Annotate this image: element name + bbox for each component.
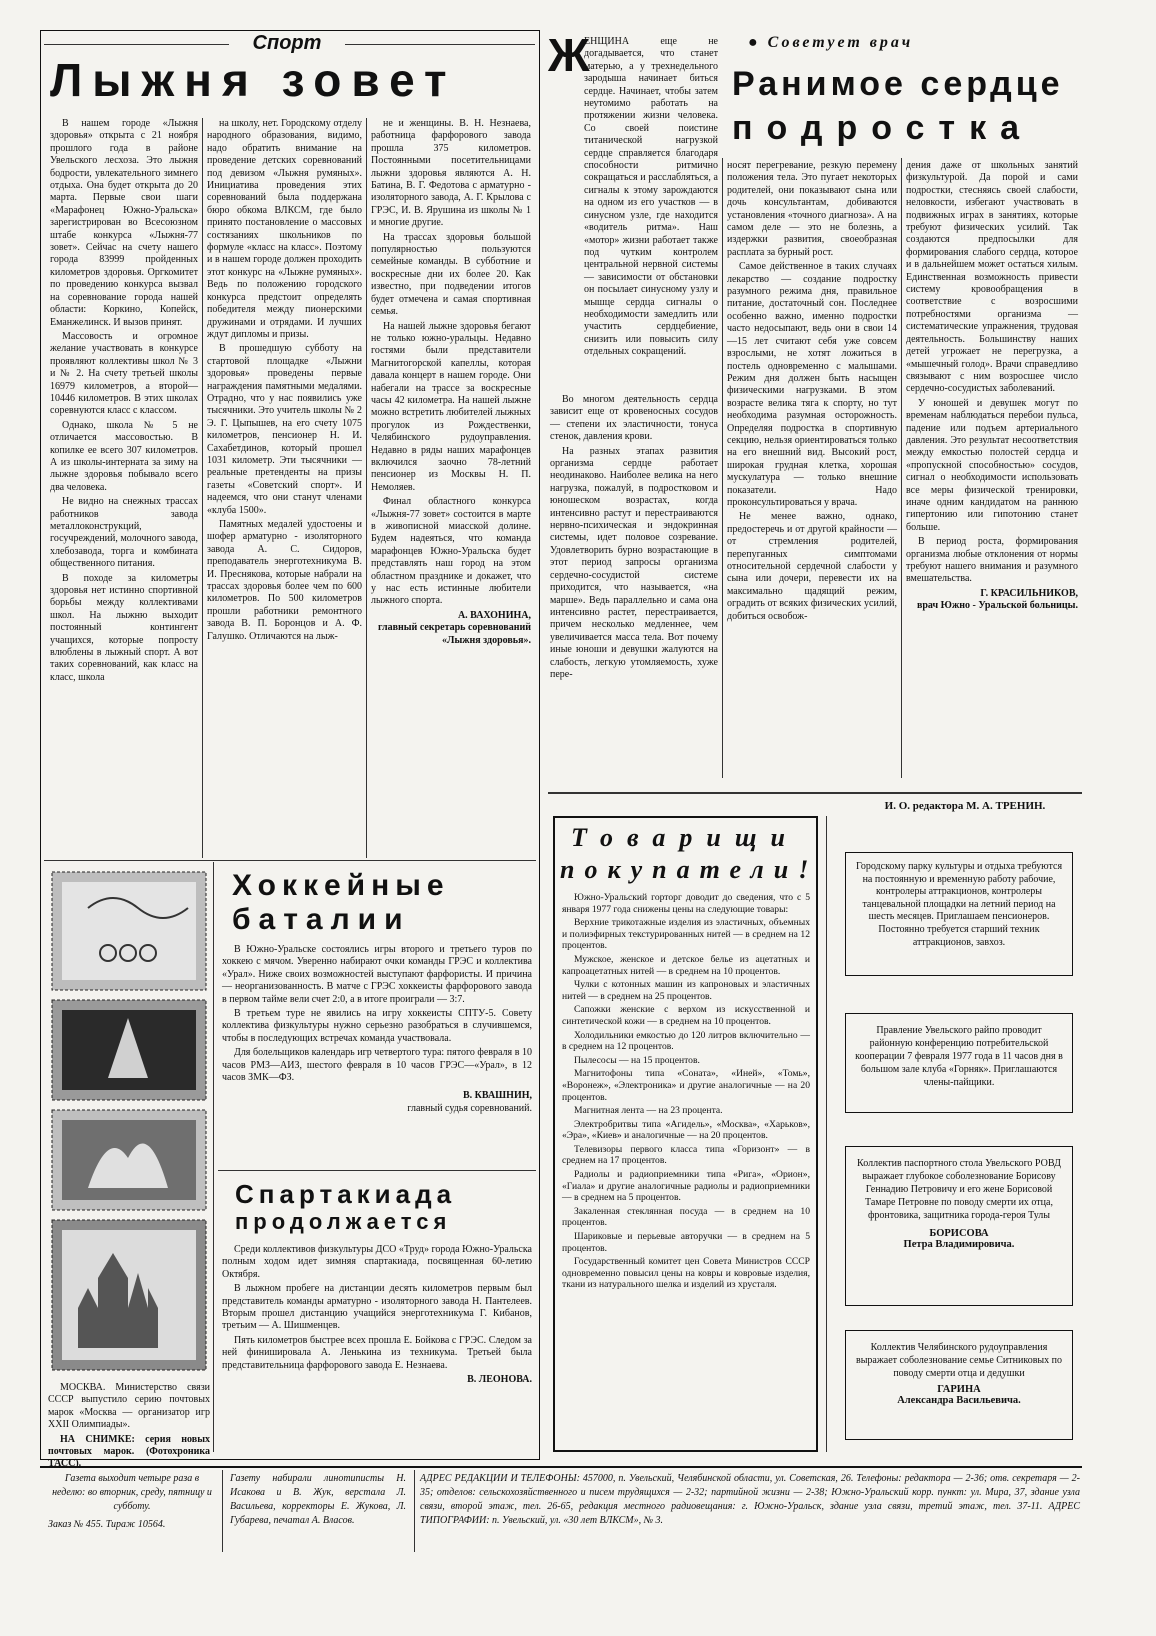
heart-col-divider-2: [901, 158, 902, 778]
stamp-caption-block: [48, 1382, 210, 1473]
sport-c1-p5: В походе за километры здоровья нет истинно спортивной борьбы между коллективами школ. На лыжню выходит постоянный контингент учащихся, которые попросту влюблены в лыжный спорт. А вот таких соревнований, как класс на класс, школа: [50, 572, 198, 683]
obit2-text: Коллектив Челябинского рудоуправления выражает соболезнование семье Ситниковых по поводу смерти отца и дедушки: [855, 1342, 1062, 1379]
ad-coop-text: Правление Увельского райпо проводит районную конференцию потребительской кооперации 7 февраля 1977 года в 11 часов дня в большом зале клуба «Горняк». Приглашаются члены-пайщики.: [855, 1025, 1063, 1088]
footer-top-rule: [40, 1466, 1082, 1468]
hockey-p3: Для болельщиков календарь игр четвертого тура: пятого февраля в 10 часов РМЗ—АИЗ, шестого февраля в 10 часов ГРЭС—«Урал», в 12 часов ЗМК—ФЗ.: [222, 1047, 532, 1084]
spartakiada-signature: В. ЛЕОНОВА.: [467, 1374, 532, 1386]
heart-c-p1: дения даже от школьных занятий физкультурой. Да порой и сами подростки, стесняясь своей слабости, неловкости, избегают участвовать в подвижных играх в занятиях, которые требуют физических усилий. Так создаются предпосылки для формирования слабого сердца, которое и в дальнейшем может остаться хилым. Единственная возможность привести систему кровообращения в соответствие с возросшими потребностями организма — систематические упражнения, трудовая деятельность. Большинству наших детей угрожает не перегрузка, а «мышечный голод». Врачи справедливо связывают с ним возросшее число сердечно-сосудистых заболеваний.: [906, 160, 1078, 395]
shoppers-title-2: покупатели!: [560, 855, 819, 884]
shoppers-title-1: Товарищи: [571, 823, 799, 852]
olympic-stamps-image: [48, 868, 210, 1378]
heart-b-p3: Не менее важно, однако, предостеречь и от другой крайности — от стремления родителей, перепуганных симптомами относительной сердечной слабости у сына или дочери, перевести их на максимально щадящий режим, оградить от всяких физических усилий, добиться освобож-: [727, 511, 897, 622]
heart-c-p2: У юношей и девушек могут по временам наблюдаться перебои пульса, падение или подъем артериального давления. Это результат несоответствия между емкостью полостей сердца и «пропускной способностью» сосудов, сигнал о необходимости использовать все меры физической тренировки, иначе одним кандидатом на раннюю гипертонию или гипотонию станет больше.: [906, 397, 1078, 533]
spartakiada-p3: Пять километров быстрее всех прошла Е. Бойкова с ГРЭС. Следом за ней финишировала А. Ленькина из техникума. Третьей была представительница фарфорового завода Е. Незнаева.: [222, 1334, 532, 1371]
rubric-rule-right: [345, 44, 535, 45]
heart-a-p2: На разных этапах развития организма сердце работает неодинаково. Наиболее велика на него нагрузка, пожалуй, в подростковом и юношеском возрастах, когда интенсивно растут и перестраиваются нервно-психическая и эндокринная системы, идет половое созревание. Удовлетворить бурно возрастающие в этот период запросы организма сердечно-сосудистой системе приходится, что называется, «на марше». Ведь параллельно и сама она интенсивно растет, перестраивается, причем несколько медленнее, чем увеличивается масса тела. Вот почему иные юноши и девушки жалуются на слабость, легкую утомляемость, хуже пере-: [550, 445, 718, 680]
sport-c3-p4: Финал областного конкурса «Лыжня-77 зовет» состоится в марте в живописной миасской долине. Будем надеяться, что команда марафонцев Южно-Уральска будет представлять наш город на этом областном празднике и докажет, что у нас есть истинные любители лыжного спорта.: [371, 496, 531, 607]
sport-c1-p4: Не видно на снежных трассах работников завода металлоконструкций, госучреждений, молочного завода, хлебозавода, торга и комбината общественного питания.: [50, 496, 198, 570]
obit1-box: [845, 1146, 1073, 1306]
heart-drop-cap: Ж: [548, 29, 590, 81]
sport-c1-p3: Однако, школа № 5 не отличается массовостью. В копилке ее всего 307 километров. А из школы-интерната за зиму на лыжне здоровья побывало всего два человека.: [50, 419, 198, 493]
heart-column-a: [550, 394, 718, 683]
ads-divider: [826, 816, 827, 1452]
stamp-note: НА СНИМКЕ: серия новых почтовых марок. (Фотохроника ТАСС).: [48, 1433, 210, 1470]
hockey-signature: В. КВАШНИН,: [463, 1090, 532, 1102]
shoppers-p5: Сапожки женские с верхом из искусственной и синтетической кожи — в среднем на 10 процентов.: [562, 1004, 810, 1027]
sport-bottom-rule: [44, 860, 536, 861]
sport-signature-role: главный секретарь соревнований «Лыжня здоровья».: [377, 622, 531, 646]
shoppers-body: [562, 892, 810, 1293]
shoppers-p12: Радиолы и радиоприемники типа «Рига», «Орион», «Гиала» и другие аналогичные радиолы и радиоприемники — в среднем на 5 процентов.: [562, 1169, 810, 1204]
spartakiada-title-1: Спартакиада: [235, 1179, 457, 1209]
obit2-name: ГАРИНА: [937, 1384, 981, 1395]
hockey-signature-role: главный судья соревнований.: [407, 1102, 532, 1114]
rubric-rule-left: [44, 44, 229, 45]
shoppers-p13: Закаленная стеклянная посуда — в среднем на 10 процентов.: [562, 1205, 810, 1229]
heart-column-b: [727, 160, 897, 625]
sport-c2-p2: В прошедшую субботу на стартовой площадке «Лыжни здоровья» проведены первые награждения памятными медалями. Отрадно, что у нас появились уже тысячники. Это учитель школы № 2 Э. Г. Цыпышев, на его счету 1075 километров, пенсионер Н. И. Сахабетдинов, который прошел 1031 километр. Эти тысячники — реальные претенденты на призы газеты «Советский спорт». И надеемся, что они станут членами «клуба 1500».: [207, 343, 362, 516]
sport-column-3: [371, 118, 531, 647]
sport-column-2: [207, 118, 362, 645]
shoppers-p4: Чулки с котонных машин из капроновых и эластичных нитей — в среднем на 25 процентов.: [562, 979, 810, 1002]
shoppers-p9: Магнитная лента — на 23 процента.: [574, 1105, 723, 1117]
heart-lead: [584, 36, 718, 359]
sport-title: Лыжня зовет: [50, 54, 457, 106]
sport-c2-p3: Памятных медалей удостоены и шофер арматурно - изоляторного завода А. С. Сидоров, преподаватель энерготехникума В. И. Преснякова, которые набрали на трассах здоровья более чем по 600 километров. По 500 километров прошли работники ремонтного завода В. П. Боронцов и А. Ф. Галушко. Отличаются на лыж-: [207, 519, 362, 642]
sport-col-divider-2: [366, 118, 367, 858]
heart-b-p1: носят перегревание, резкую перемену положения тела. Это пугает некоторых родителей, они показывают сына или дочь консультантам, добиваются установления «точного диагноза». А на самом деле — это не болезнь, а издержки развития, своеобразная расплата за бурный рост.: [727, 160, 897, 258]
footer-typesetters: Газету набирали линотиписты Н. Исакова и В. Жук, верстала Л. Васильева, корректоры Е. Жукова, Л. Губарева, печатал А. Власов.: [230, 1473, 406, 1526]
shoppers-p10: Электробритвы типа «Агидель», «Москва», «Харьков», «Эра», «Киев» и аналогичные — на 20 процентов.: [562, 1118, 810, 1142]
spartakiada-p1: Среди коллективов физкультуры ДСО «Труд» города Южно-Уральска полным ходом идет зимняя спартакиада, посвященная 60-летию Октября.: [222, 1244, 532, 1280]
shoppers-p6: Холодильники емкостью до 120 литров включительно — в среднем на 12 процентов.: [562, 1029, 810, 1053]
heart-c-p3: В период роста, формирования организма любые отклонения от нормы требуют нашего внимания и разумного вмешательства.: [906, 536, 1078, 585]
sport-rubric: Спорт: [252, 32, 322, 54]
hockey-title-2: баталии: [232, 903, 411, 936]
sport-c1-p1: В нашем городе «Лыжня здоровья» открыта с 21 ноября прошлого года в районе Увельского лесхоза. Это лыжня бодрости, увлекательного зимнего отдыха. Она будет открыта до 20 марта. Первые свои шаги «Марафонец Южно-Уральска» зарегистрирован во Всесоюзном штабе конкурса «Лыжня-77 зовет». Сейчас на счету нашего города 83999 пройденных километров здоровья. Оргкомитет по проведению конкурса вызвал на соревнование города нашей области: Коркино, Копейск, Еманжелинск. И вызов принят.: [50, 118, 198, 328]
spartakiada-title-2: продолжается: [235, 1209, 452, 1234]
heart-rubric-text: Советует врач: [767, 34, 914, 51]
obit1-name: БОРИСОВА: [929, 1228, 989, 1239]
sport-signature: А. ВАХОНИНА,: [457, 609, 531, 621]
footer-address: АДРЕС РЕДАКЦИИ И ТЕЛЕФОНЫ: 457000, п. Увельский, Челябинской области, ул. Советская, 26. Телефоны: редактора — 2-36; отв. секретаря — 2-35; отделов: сельскохозяйственного и писем трудящихся — 2-32; партийной жизни — 2-38; Южно-Уральский корр. пункт: ул. Мира, 37, здание узла связи, второй этаж, тел. 26-65, редакция местного радиовещания: г. Южно-Уральск, здание узла связи, третий этаж, тел. 37-11. АДРЕС ТИПОГРАФИИ: п. Увельский, ул. «30 лет ВЛКСМ», № 3.: [420, 1473, 1080, 1526]
sport-column-1: [50, 118, 198, 686]
ad-coop-box: [845, 1013, 1073, 1113]
heart-column-c: [906, 160, 1078, 613]
obit1-name2: Петра Владимировича.: [903, 1239, 1015, 1250]
heart-a-p1: Во многом деятельность сердца зависит еще от кровеносных сосудов — степени их эластичности, тонуса стенок, давления крови.: [550, 394, 718, 443]
heart-rubric: [748, 34, 913, 52]
hockey-title-1: Хоккейные: [232, 869, 450, 902]
hockey-bottom-rule: [218, 1170, 536, 1171]
sport-c3-p3: На нашей лыжне здоровья бегают не только южно-уральцы. Недавно гостями были представители Магнитогорской капеллы, которая давала концерт в нашем городе. Они набегали на трассе за воскресные часы 42 километра. На нашей лыжне можно встретить любителей лыжных прогулок из Рождественки, Челябинского рудоуправления. Недавно в ряды наших марафонцев включился заочно 78-летний пенсионер из Москвы Н. П. Немоляев.: [371, 320, 531, 493]
hockey-body: [222, 944, 532, 1115]
shoppers-p11: Телевизоры первого класса типа «Горизонт» — в среднем на 17 процентов.: [562, 1143, 810, 1167]
footer-schedule: Газета выходит четыре раза в неделю: во вторник, среду, пятницу и субботу.: [52, 1473, 212, 1512]
obit2-name2: Александра Васильевича.: [897, 1395, 1021, 1406]
sport-c1-p2: Массовость и огромное желание участвовать в конкурсе проявляют коллективы школ № 3 и № 2. На счету третьей школы 16979 километров, а второй— 10446 километров. В этих школах соревнуются класс с классом.: [50, 330, 198, 417]
ad-park-text: Городскому парку культуры и отдыха требуются на постоянную и временную работу рабочие, контролеры аттракционов, контролеры танцевальной площадки на летний период на шесть месяцев. Приглашаем пенсионеров. Постоянно требуется старший техник аттракционов, завхоз.: [855, 861, 1063, 948]
ad-park-box: [845, 852, 1073, 976]
shoppers-p3: Мужское, женское и детское белье из ацетатных и капроацетатных нитей — в среднем на 10 процентов.: [562, 953, 810, 977]
shoppers-p7: Пылесосы — на 15 процентов.: [574, 1054, 700, 1066]
stamp-block: [48, 868, 210, 1378]
sport-c3-p1: не и женщины. В. Н. Незнаева, работница фарфорового завода прошла 375 километров. Постоянными посетительницами лыжни здоровья являются А. Н. Батина, В. Г. Федотова с арматурно - изоляторного завода, А. Г. Крылова с ГРЭС, И. В. Ярушина из школы № 1 и многие другие.: [371, 118, 531, 229]
spartakiada-p2: В лыжном пробеге на дистанции десять километров первым был представитель команды арматурно - изоляторного завода Н. Пантелеев. Вторым прошел дистанцию учащийся энерготехникума Г. Кибанов, третьим — А. Шишменцев.: [222, 1283, 532, 1332]
shoppers-p15: Государственный комитет цен Совета Министров СССР одновременно повысил цены на ковры и ковровые изделия, ткани из натурального шелка и изделий из хрусталя.: [562, 1256, 810, 1291]
spartakiada-body: [222, 1244, 532, 1386]
hockey-p1: В Южно-Уральске состоялись игры второго и третьего туров по хоккею с мячом. Уверенно набирают очки команды ГРЭС и коллектива «Урал». Ниже своих возможностей выступают фарфористы. И причина — неорганизованность. В матче с ГРЭС хоккеисты фарфорового завода в первом тайме вели счет 2:0, а в итоге проиграли — 3:7.: [222, 944, 532, 1005]
editor-line: И. О. редактора М. А. ТРЕНИН.: [884, 800, 1046, 812]
shoppers-p8: Магнитофоны типа «Соната», «Иней», «Томь», «Воронеж», «Электроника» и другие аналогичные — на 20 процентов.: [562, 1068, 810, 1103]
footer-divider-2: [414, 1470, 415, 1552]
heart-b-p2: Самое действенное в таких случаях лекарство — создание подростку разумного режима дня, правильное питание, достаточный сон. Последнее особенно важно, именно подростки часто недосыпают, ведь они в свои 14—15 лет считают себя уже совсем взрослыми, не хотят ложиться в постель одновременно с малышами. Режим дня должен быть насыщен физическими нагрузками. В этом возрасте велика тяга к спорту, но тут необходима разумная осторожность. Определяя подростка в спортивную секцию, нельзя ориентироваться только на его внешний вид. Высокий рост, широкая грудная клетка, хорошая мускулатура — только внешние показатели. Надо проконсультироваться у врача.: [727, 261, 897, 508]
heart-signature: Г. КРАСИЛЬНИКОВ,: [980, 587, 1078, 599]
shoppers-p1: Южно-Уральский горторг доводит до сведения, что с 5 января 1977 года снижены цены на следующие товары:: [562, 892, 810, 915]
heart-title-2: подростка: [732, 109, 1034, 147]
footer-order: Заказ № 455. Тираж 10564.: [48, 1519, 166, 1530]
obit2-box: [845, 1330, 1073, 1440]
bullet-icon: ●: [748, 34, 768, 51]
heart-title-1: Ранимое сердце: [732, 65, 1064, 103]
sport-c3-p2: На трассах здоровья большой популярностью пользуются семейные команды. В субботние и воскресные дни их более 20. Как известно, при подведении итогов будет отмечена и самая спортивная семья.: [371, 231, 531, 318]
heart-signature-role: врач Южно - Уральской больницы.: [916, 600, 1078, 612]
shoppers-p2: Верхние трикотажные изделия из эластичных, объемных и полиэфирных текстурированных нитей — в среднем на 12 процентов.: [562, 917, 810, 952]
sport-col-divider-1: [202, 118, 203, 858]
heart-col-divider-1: [722, 158, 723, 778]
footer-left: [48, 1472, 216, 1532]
stamp-caption: МОСКВА. Министерство связи СССР выпустило серию почтовых марок «Москва — организатор игр XXII Олимпиады».: [48, 1382, 210, 1431]
shoppers-p14: Шариковые и перьевые авторучки — в среднем на 5 процентов.: [562, 1231, 810, 1254]
obit1-text: Коллектив паспортного стола Увельского РОВД выражает глубокое соболезнование Борисову Геннадию Петровичу и его жене Борисовой Тамаре Петровне по поводу смерти их отца, фронтовика, защитника города-героя Тулы: [857, 1158, 1061, 1221]
hockey-p2: В третьем туре не явились на игру хоккеисты СПТУ-5. Совету коллектива физкультуры нужно серьезно разобраться в случившемся, чтобы в последующих встречах команда участвовала.: [222, 1008, 532, 1044]
heart-lead-text: ЕНЩИНА еще не догадывается, что станет матерью, а у трехнедельного зародыша начинает биться сердце. Начинает, чтобы затем неутомимо работать на протяжении жизни человека. Со своей поистине титанической нагрузкой сердце справляется благодаря способности ритмично сокращаться и расслабляться, а сигналы к этому зарождаются на одном из его участков — в синусном узле, где находится «водитель ритма». Наш «мотор» жизни работает также под чутким контролем центральной нервной системы — зависимости от обстановки он посылает синусному узлу и мышце сердца сигналы о необходимости замедлить или участить сердцебиение, снизить или повысить силу отдельных сокращений.: [584, 36, 718, 358]
sport-c2-p1: на школу, нет. Городскому отделу народного образования, видимо, надо обратить внимание на проведение детских соревнований под девизом «Лыжня румяных». Инициатива проведения этих соревнований была поддержана бюро обкома ВЛКСМ, где было принято постановление о массовых состязаниях школьников по формуле «класс на класс». Поэтому и в нашем городе должен проходить этот конкурс на «Лыжне румяных». Ведь по положению городского конкурса предстоит определять победителя между пионерскими дружинами и отрядами. И лучших ждут дипломы и призы.: [207, 118, 362, 340]
footer-divider-1: [222, 1470, 223, 1552]
heart-bottom-rule: [548, 792, 1082, 794]
stamp-divider: [213, 862, 214, 1452]
